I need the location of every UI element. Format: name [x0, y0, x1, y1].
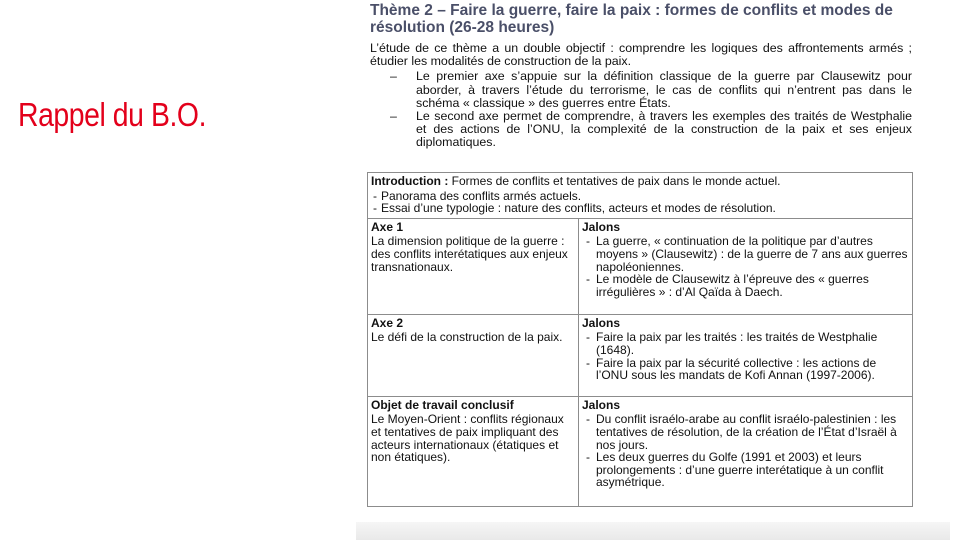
axis-label: Axe 1 — [371, 219, 404, 234]
jalon-item: - La guerre, « continuation de la politique par d’autres moyens » (Clausewitz) : de la guerre de 7 ans aux guerres napoléoniennes. — [582, 235, 909, 273]
table-row-axe-2 — [368, 314, 913, 396]
axis-cell — [368, 396, 579, 506]
dash-marker: – — [390, 69, 397, 84]
axis-label: Axe 2 — [371, 315, 404, 330]
introduction-label: Introduction : — [371, 174, 449, 188]
axis-cell — [368, 218, 579, 314]
slide-title: Rappel du B.O. — [18, 96, 207, 133]
jalons-label: Jalons — [582, 315, 621, 330]
axis-summary-item — [370, 110, 912, 150]
axis-summary-item — [370, 70, 912, 110]
jalons-list — [582, 331, 909, 381]
axis-cell — [368, 314, 579, 396]
list-item: - Essai d’une typologie : nature des conflits, acteurs et modes de résolution. — [371, 202, 909, 215]
jalons-label: Jalons — [582, 397, 621, 412]
axis-label: Objet de travail conclusif — [371, 397, 514, 412]
axis-summary-text: Le premier axe s’appuie sur la définition classique de la guerre par Clausewitz pour aborder, à travers l’étude du terrorisme, le cas de conflits qui n’entrent pas dans le schéma « classique » des guerres entre États. — [416, 69, 912, 110]
jalon-item: - Le modèle de Clausewitz à l’épreuve des « guerres irrégulières » : d’Al Qaïda à Daech. — [582, 273, 909, 298]
theme-title: Thème 2 – Faire la guerre, faire la paix : formes de conflits et modes de résolution (26-28 heures) — [370, 2, 893, 36]
table-row-objet-conclusif — [368, 396, 913, 506]
list-item: - Panorama des conflits armés actuels. — [371, 190, 909, 203]
axis-summary-text: Le second axe permet de comprendre, à travers les exemples des traités de Westphalie et des actions de l’ONU, la complexité de la construction de la paix et ses enjeux diplomatiques. — [416, 109, 912, 150]
jalons-cell — [579, 396, 913, 506]
document-edge-shadow — [356, 522, 950, 540]
jalon-item: - Les deux guerres du Golfe (1991 et 2003) et leurs prolongements : d’une guerre interétatique à un conflit asymétrique. — [582, 451, 909, 489]
jalon-item: - Du conflit israélo-arabe au conflit israélo-palestinien : les tentatives de résolution, de la création de l’État d’Israël à nos jours. — [582, 413, 909, 451]
axis-text: Le Moyen-Orient : conflits régionaux et tentatives de paix impliquant des acteurs internationaux (étatiques et non étatiques). — [371, 412, 564, 465]
jalon-item: - Faire la paix par la sécurité collective : les actions de l’ONU sous les mandats de Kofi Annan (1997-2006). — [582, 357, 909, 382]
table-row-axe-1 — [368, 218, 913, 314]
axis-text: Le défi de la construction de la paix. — [371, 330, 563, 345]
program-document — [356, 0, 950, 540]
jalons-list — [582, 235, 909, 298]
table-row-introduction — [368, 173, 913, 219]
axis-text: La dimension politique de la guerre : des conflits interétatiques aux enjeux transnationaux. — [371, 234, 568, 274]
objectives-intro: L’étude de ce thème a un double objectif : comprendre les logiques des affrontements armés ; étudier les modalités de construction de la paix. — [370, 41, 912, 69]
jalons-label: Jalons — [582, 219, 621, 234]
introduction-list — [371, 190, 909, 215]
program-table — [367, 172, 913, 507]
jalons-list — [582, 413, 909, 489]
jalons-cell — [579, 314, 913, 396]
objectives-paragraph — [370, 42, 912, 150]
jalons-cell — [579, 218, 913, 314]
introduction-text: Formes de conflits et tentatives de paix dans le monde actuel. — [448, 174, 781, 188]
introduction-cell — [368, 173, 913, 219]
jalon-item: - Faire la paix par les traités : les traités de Westphalie (1648). — [582, 331, 909, 356]
dash-marker: – — [390, 109, 397, 124]
axis-summary-list — [370, 70, 912, 149]
